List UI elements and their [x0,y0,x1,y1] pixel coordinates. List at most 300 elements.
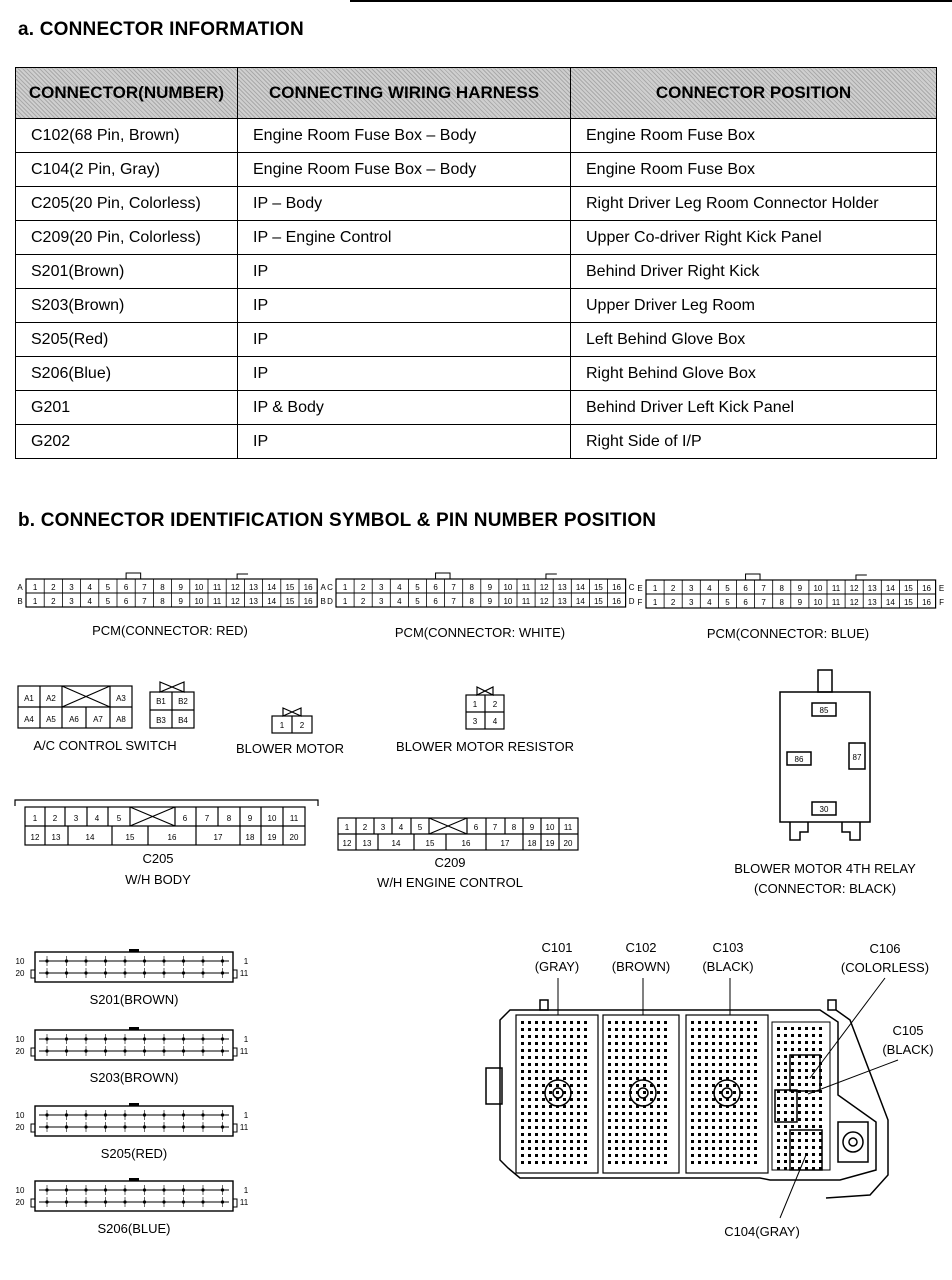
terminal-dot [608,1133,611,1136]
terminal-dot [528,1084,531,1087]
terminal-dot [622,1119,625,1122]
terminal-dot [629,1070,632,1073]
pcm-pin-label: 3 [379,597,384,606]
terminal-dot [747,1133,750,1136]
pcm-pin-label: 1 [32,583,38,592]
terminal-dot [726,1035,729,1038]
terminal-dot [777,1125,780,1128]
terminal-dot [740,1140,743,1143]
terminal-dot [819,1083,822,1086]
terminal-dot [643,1028,646,1031]
terminal-dot [754,1119,757,1122]
pcm-pin-label: 4 [87,597,92,606]
terminal-dot [528,1126,531,1129]
terminal-dot [542,1056,545,1059]
c209-title: C209 [434,855,466,870]
terminal-dot [584,1161,587,1164]
terminal-dot [577,1119,580,1122]
splice-caption: S203(BROWN) [89,1070,179,1085]
terminal-dot [733,1091,736,1094]
terminal-dot [615,1112,618,1115]
ac-switch-caption: A/C CONTROL SWITCH [33,738,177,753]
pcm-pin-label: 2 [51,583,56,592]
pcm-pin-label: 16 [612,597,622,606]
terminal-dot [691,1077,694,1080]
terminal-dot [740,1126,743,1129]
terminal-dot [705,1140,708,1143]
terminal-dot [542,1161,545,1164]
terminal-dot [691,1070,694,1073]
terminal-dot [556,1112,559,1115]
terminal-dot [608,1084,611,1087]
terminal-dot [754,1140,757,1143]
terminal-dot [535,1063,538,1066]
terminal-dot [528,1105,531,1108]
terminal-dot [528,1161,531,1164]
terminal-dot [570,1042,573,1045]
terminal-dot [784,1076,787,1079]
terminal-dot [812,1034,815,1037]
terminal-dot [698,1063,701,1066]
terminal-dot [650,1070,653,1073]
terminal-dot [542,1119,545,1122]
terminal-dot [747,1077,750,1080]
terminal-dot [691,1042,694,1045]
pcm-pin-label: 5 [105,583,111,592]
cell-harness: IP [238,255,571,289]
pin-label: 2 [362,823,368,832]
terminal-dot [705,1161,708,1164]
pcm-pin-label: 6 [743,598,748,607]
terminal-dot [733,1056,736,1059]
pcm-pin-label: 9 [487,583,493,592]
ac-pin-b3: B3 [156,716,166,725]
terminal-dot [705,1126,708,1129]
terminal-dot [747,1161,750,1164]
terminal-dot [705,1098,708,1101]
terminal-dot [570,1035,573,1038]
terminal-dot [726,1140,729,1143]
terminal-dot [570,1091,573,1094]
terminal-dot [784,1104,787,1107]
splice-pin-number: 1 [243,1035,249,1044]
terminal-dot [664,1070,667,1073]
terminal-dot [754,1126,757,1129]
terminal-dot [542,1035,545,1038]
terminal-dot [705,1147,708,1150]
terminal-dot [664,1056,667,1059]
terminal-dot [791,1090,794,1093]
terminal-dot [719,1161,722,1164]
pin-label: 6 [473,823,479,832]
pcm-pin-label: 1 [342,583,348,592]
cell-connector: C205(20 Pin, Colorless) [16,187,238,221]
terminal-dot [629,1112,632,1115]
terminal-dot [535,1084,538,1087]
terminal-dot [726,1105,729,1108]
terminal-dot [584,1154,587,1157]
terminal-dot [521,1042,524,1045]
terminal-dot [733,1042,736,1045]
terminal-dot [643,1105,646,1108]
pcm-pin-label: 6 [123,597,129,606]
terminal-dot [664,1140,667,1143]
pcm-row-letter: F [637,598,643,607]
terminal-dot [812,1153,815,1156]
terminal-dot [698,1154,701,1157]
splice-latch [129,1103,139,1106]
terminal-dot [622,1084,625,1087]
pin-label: 12 [342,839,352,848]
pcm-pin-label: 14 [885,598,895,607]
terminal-dot [812,1076,815,1079]
pcm-pin-label: 11 [212,583,222,592]
terminal-dot [657,1049,660,1052]
terminal-dot [615,1105,618,1108]
terminal-dot [812,1083,815,1086]
pin-label: 16 [167,833,177,842]
terminal-dot [733,1077,736,1080]
terminal-dot [622,1140,625,1143]
terminal-dot [615,1119,618,1122]
terminal-dot [740,1154,743,1157]
terminal-dot [733,1140,736,1143]
terminal-dot [664,1098,667,1101]
pcm-pin-label: 1 [32,597,38,606]
terminal-dot [521,1133,524,1136]
pcm-pin-label: 11 [212,597,222,606]
terminal-dot [740,1042,743,1045]
pin-label: 14 [391,839,401,848]
cell-connector: G202 [16,425,238,459]
terminal-dot [805,1034,808,1037]
terminal-dot [570,1098,573,1101]
terminal-dot [812,1097,815,1100]
terminal-dot [805,1083,808,1086]
terminal-dot [577,1105,580,1108]
terminal-dot [556,1126,559,1129]
terminal-dot [570,1161,573,1164]
terminal-dot [549,1063,552,1066]
pcm-red-connector [17,573,326,607]
terminal-dot [528,1091,531,1094]
terminal-dot [740,1161,743,1164]
terminal-dot [784,1062,787,1065]
terminal-dot [563,1126,566,1129]
terminal-dot [643,1070,646,1073]
pcm-pin-label: 14 [267,597,277,606]
terminal-dot [664,1028,667,1031]
terminal-dot [747,1098,750,1101]
terminal-dot [563,1056,566,1059]
terminal-dot [712,1098,715,1101]
pcm-row-letter: D [628,597,635,606]
terminal-dot [733,1119,736,1122]
terminal-dot [777,1097,780,1100]
pcm-pin-label: 15 [903,598,913,607]
terminal-dot [650,1077,653,1080]
pcm-latch [436,573,450,579]
pin-label: 1 [32,814,38,823]
terminal-dot [691,1140,694,1143]
splice-pin-number: 10 [15,1035,25,1044]
terminal-dot [636,1126,639,1129]
terminal-dot [556,1154,559,1157]
terminal-dot [798,1083,801,1086]
terminal-dot [563,1098,566,1101]
terminal-dot [691,1084,694,1087]
terminal-dot [615,1063,618,1066]
pcm-pin-label: 15 [903,584,913,593]
terminal-dot [719,1028,722,1031]
terminal-dot [650,1035,653,1038]
terminal-dot [615,1098,618,1101]
terminal-dot [563,1105,566,1108]
terminal-dot [740,1028,743,1031]
terminal-dot [570,1028,573,1031]
cell-position: Behind Driver Left Kick Panel [571,391,937,425]
terminal-dot [798,1062,801,1065]
terminal-dot [584,1098,587,1101]
terminal-dot [698,1042,701,1045]
pin-label: 16 [461,839,471,848]
terminal-dot [719,1091,722,1094]
pcm-row-letter: C [628,583,635,592]
c103-color: (BLACK) [702,959,754,974]
terminal-dot [622,1147,625,1150]
terminal-dot [747,1028,750,1031]
fuse-box-drawing [486,1000,888,1198]
terminal-dot [691,1126,694,1129]
terminal-dot [747,1126,750,1129]
terminal-dot [657,1042,660,1045]
pcm-latch [126,573,141,579]
splice-pin-number: 10 [15,1111,25,1120]
pcm-latch [237,574,248,579]
terminal-dot [733,1126,736,1129]
terminal-dot [528,1147,531,1150]
terminal-dot [563,1077,566,1080]
terminal-dot [657,1028,660,1031]
terminal-dot [712,1077,715,1080]
terminal-dot [535,1154,538,1157]
pcm-pin-label: 9 [487,597,493,606]
terminal-dot [777,1160,780,1163]
terminal-dot [657,1147,660,1150]
terminal-dot [643,1098,646,1101]
terminal-dot [705,1035,708,1038]
terminal-dot [584,1147,587,1150]
pin-label: 7 [204,814,210,823]
resistor-pin-1: 1 [472,700,478,709]
terminal-dot [636,1140,639,1143]
terminal-dot [528,1133,531,1136]
terminal-dot [657,1126,660,1129]
pcm-pin-label: 6 [433,583,438,592]
terminal-dot [784,1048,787,1051]
terminal-dot [719,1105,722,1108]
terminal-dot [733,1147,736,1150]
terminal-dot [819,1146,822,1149]
terminal-dot [577,1140,580,1143]
terminal-dot [528,1049,531,1052]
terminal-dot [542,1140,545,1143]
cell-connector: S203(Brown) [16,289,238,323]
terminal-dot [650,1147,653,1150]
terminal-dot [726,1049,729,1052]
terminal-dot [549,1098,552,1101]
terminal-dot [577,1133,580,1136]
pcm-pin-label: 14 [885,584,895,593]
terminal-dot [777,1118,780,1121]
terminal-dot [747,1105,750,1108]
terminal-dot [712,1021,715,1024]
c205-title: C205 [142,851,174,866]
pcm-pin-label: 3 [69,583,74,592]
terminal-dot [563,1147,566,1150]
terminal-dot [698,1077,701,1080]
splice-pin-number: 11 [239,1123,249,1132]
terminal-dot [615,1126,618,1129]
c102-color: (BROWN) [611,959,671,974]
terminal-dot [556,1035,559,1038]
terminal-dot [691,1098,694,1101]
pcm-pin-label: 10 [813,598,823,607]
splice-pin-number: 11 [239,1047,249,1056]
terminal-dot [556,1021,559,1024]
terminal-dot [791,1076,794,1079]
terminal-dot [549,1105,552,1108]
terminal-dot [608,1021,611,1024]
terminal-dot [577,1056,580,1059]
pin-label: 9 [247,814,253,823]
terminal-dot [608,1042,611,1045]
terminal-dot [805,1160,808,1163]
terminal-dot [636,1021,639,1024]
pin-label: 4 [94,814,100,823]
terminal-dot [719,1056,722,1059]
terminal-dot [747,1084,750,1087]
pcm-pin-label: 8 [779,584,784,593]
pcm-pin-label: 10 [813,584,823,593]
terminal-dot [691,1119,694,1122]
terminal-dot [691,1105,694,1108]
terminal-dot [777,1146,780,1149]
terminal-dot [777,1076,780,1079]
terminal-dot [615,1147,618,1150]
terminal-dot [535,1070,538,1073]
terminal-dot [563,1112,566,1115]
terminal-dot [584,1028,587,1031]
terminal-dot [629,1028,632,1031]
c106-color: (COLORLESS) [840,960,930,975]
pcm-pin-label: 5 [725,584,730,593]
resistor-pin-4: 4 [492,717,498,726]
terminal-dot [622,1077,625,1080]
terminal-dot [733,1035,736,1038]
terminal-dot [747,1119,750,1122]
terminal-dot [584,1084,587,1087]
pin-label: 17 [213,833,223,842]
pcm-pin-label: 13 [867,584,877,593]
terminal-dot [664,1154,667,1157]
relay-pin-30: 30 [819,805,829,814]
terminal-dot [584,1063,587,1066]
terminal-dot [805,1076,808,1079]
terminal-dot [805,1146,808,1149]
terminal-dot [726,1070,729,1073]
pcm-pin-label: 6 [433,597,438,606]
terminal-dot [643,1154,646,1157]
terminal-dot [556,1063,559,1066]
terminal-dot [805,1097,808,1100]
terminal-dot [698,1161,701,1164]
terminal-dot [650,1154,653,1157]
cell-position: Behind Driver Right Kick [571,255,937,289]
terminal-dot [798,1111,801,1114]
terminal-dot [636,1028,639,1031]
pcm-pin-label: 3 [689,584,694,593]
terminal-dot [698,1056,701,1059]
terminal-dot [622,1105,625,1108]
pin-label: 11 [289,814,299,823]
terminal-dot [622,1098,625,1101]
terminal-dot [608,1105,611,1108]
pcm-pin-label: 7 [142,583,147,592]
pcm-pin-label: 13 [557,583,567,592]
terminal-dot [664,1105,667,1108]
terminal-dot [657,1056,660,1059]
terminal-dot [549,1133,552,1136]
terminal-dot [650,1126,653,1129]
terminal-dot [719,1042,722,1045]
terminal-dot [629,1056,632,1059]
terminal-dot [784,1146,787,1149]
terminal-dot [798,1027,801,1030]
terminal-dot [777,1104,780,1107]
ac-pin-b2: B2 [178,697,188,706]
terminal-dot [819,1055,822,1058]
terminal-dot [784,1167,787,1170]
terminal-dot [622,1035,625,1038]
terminal-dot [535,1042,538,1045]
terminal-dot [650,1056,653,1059]
terminal-dot [584,1035,587,1038]
terminal-dot [622,1112,625,1115]
pin-label: 4 [398,823,404,832]
terminal-dot [629,1105,632,1108]
terminal-dot [784,1139,787,1142]
c209-pin-labels [343,823,573,848]
terminal-dot [521,1154,524,1157]
pcm-pin-label: 14 [575,597,585,606]
terminal-dot [705,1112,708,1115]
terminal-dot [805,1055,808,1058]
pcm-latch [546,574,557,579]
terminal-dot [643,1161,646,1164]
pin-label: 13 [362,839,372,848]
cell-position: Right Side of I/P [571,425,937,459]
terminal-dot [556,1119,559,1122]
terminal-dot [777,1027,780,1030]
cell-harness: Engine Room Fuse Box – Body [238,119,571,153]
terminal-dot [577,1042,580,1045]
terminal-dot [777,1139,780,1142]
pcm-pin-label: 5 [725,598,730,607]
terminal-dot [535,1035,538,1038]
terminal-dot [650,1021,653,1024]
relay-pin-87: 87 [852,753,862,762]
